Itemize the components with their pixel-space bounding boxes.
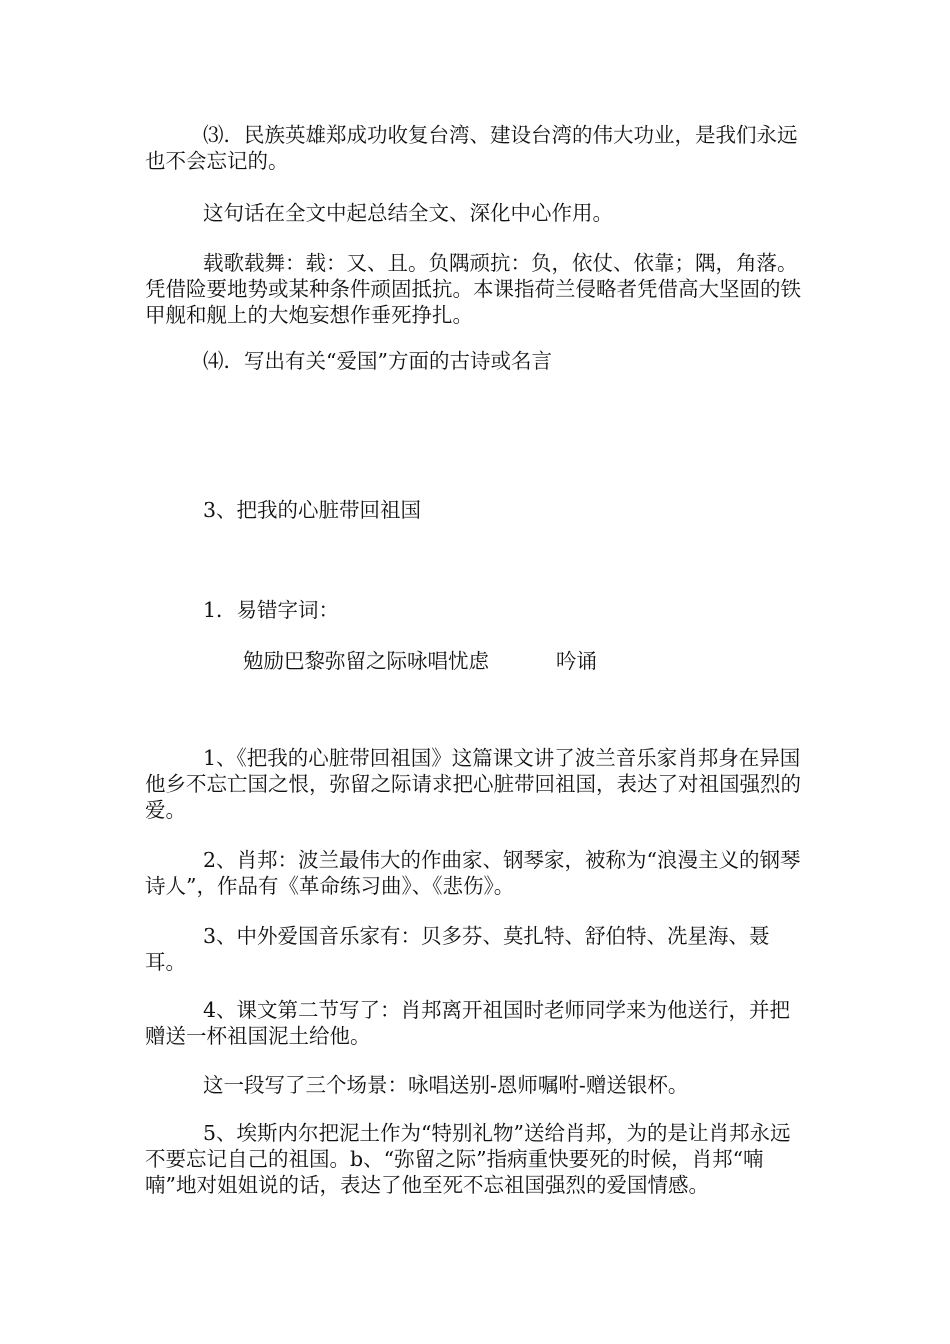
paragraph-zheng-chenggong: ⑶．民族英雄郑成功收复台湾、建设台湾的伟大功业，是我们永远也不会忘记的。 bbox=[145, 123, 798, 173]
point-5: 5、埃斯内尔把泥土作为“特别礼物”送给肖邦，为的是让肖邦永远不要忘记自己的祖国。b、“弥留之际”指病重快要死的时候，肖邦“喃喃”地对姐姐说的话，表达了他至死不忘祖国强烈的爱国情感。 bbox=[145, 1121, 791, 1197]
point-2: 2、肖邦：波兰最伟大的作曲家、钢琴家，被称为“浪漫主义的钢琴诗人”，作品有《革命练习曲》、《悲伤》。 bbox=[145, 848, 801, 898]
point-4: 4、课文第二节写了：肖邦离开祖国时老师同学来为他送行，并把赠送一杯祖国泥土给他。 bbox=[145, 998, 791, 1048]
point-4-note: 这一段写了三个场景：咏唱送别-恩师嘱咐-赠送银杯。 bbox=[203, 1073, 689, 1097]
paragraph-word-explanations: 载歌载舞：载：又、且。负隅顽抗：负，依仗、依靠；隅，角落。凭借险要地势或某种条件顽固抵抗。本课指荷兰侵略者凭借高大坚固的铁甲舰和舰上的大炮妄想作垂死挣扎。 bbox=[145, 251, 801, 327]
vocab-word-extra: 吟诵 bbox=[556, 649, 597, 673]
vocab-words: 勉励巴黎弥留之际咏唱忧虑 bbox=[243, 649, 489, 673]
paragraph-patriotic-poems-prompt: ⑷．写出有关“爱国”方面的古诗或名言 bbox=[203, 349, 552, 373]
point-1: 1、《把我的心脏带回祖国》这篇课文讲了波兰音乐家肖邦身在异国他乡不忘亡国之恨，弥留之际请求把心脏带回祖国，表达了对祖国强烈的爱。 bbox=[145, 746, 801, 822]
paragraph-summary-role: 这句话在全文中起总结全文、深化中心作用。 bbox=[203, 201, 613, 225]
point-3: 3、中外爱国音乐家有：贝多芬、莫扎特、舒伯特、冼星海、聂耳。 bbox=[145, 924, 770, 974]
lesson-title: 3、把我的心脏带回祖国 bbox=[203, 498, 422, 522]
vocab-heading: 1．易错字词： bbox=[203, 598, 340, 622]
